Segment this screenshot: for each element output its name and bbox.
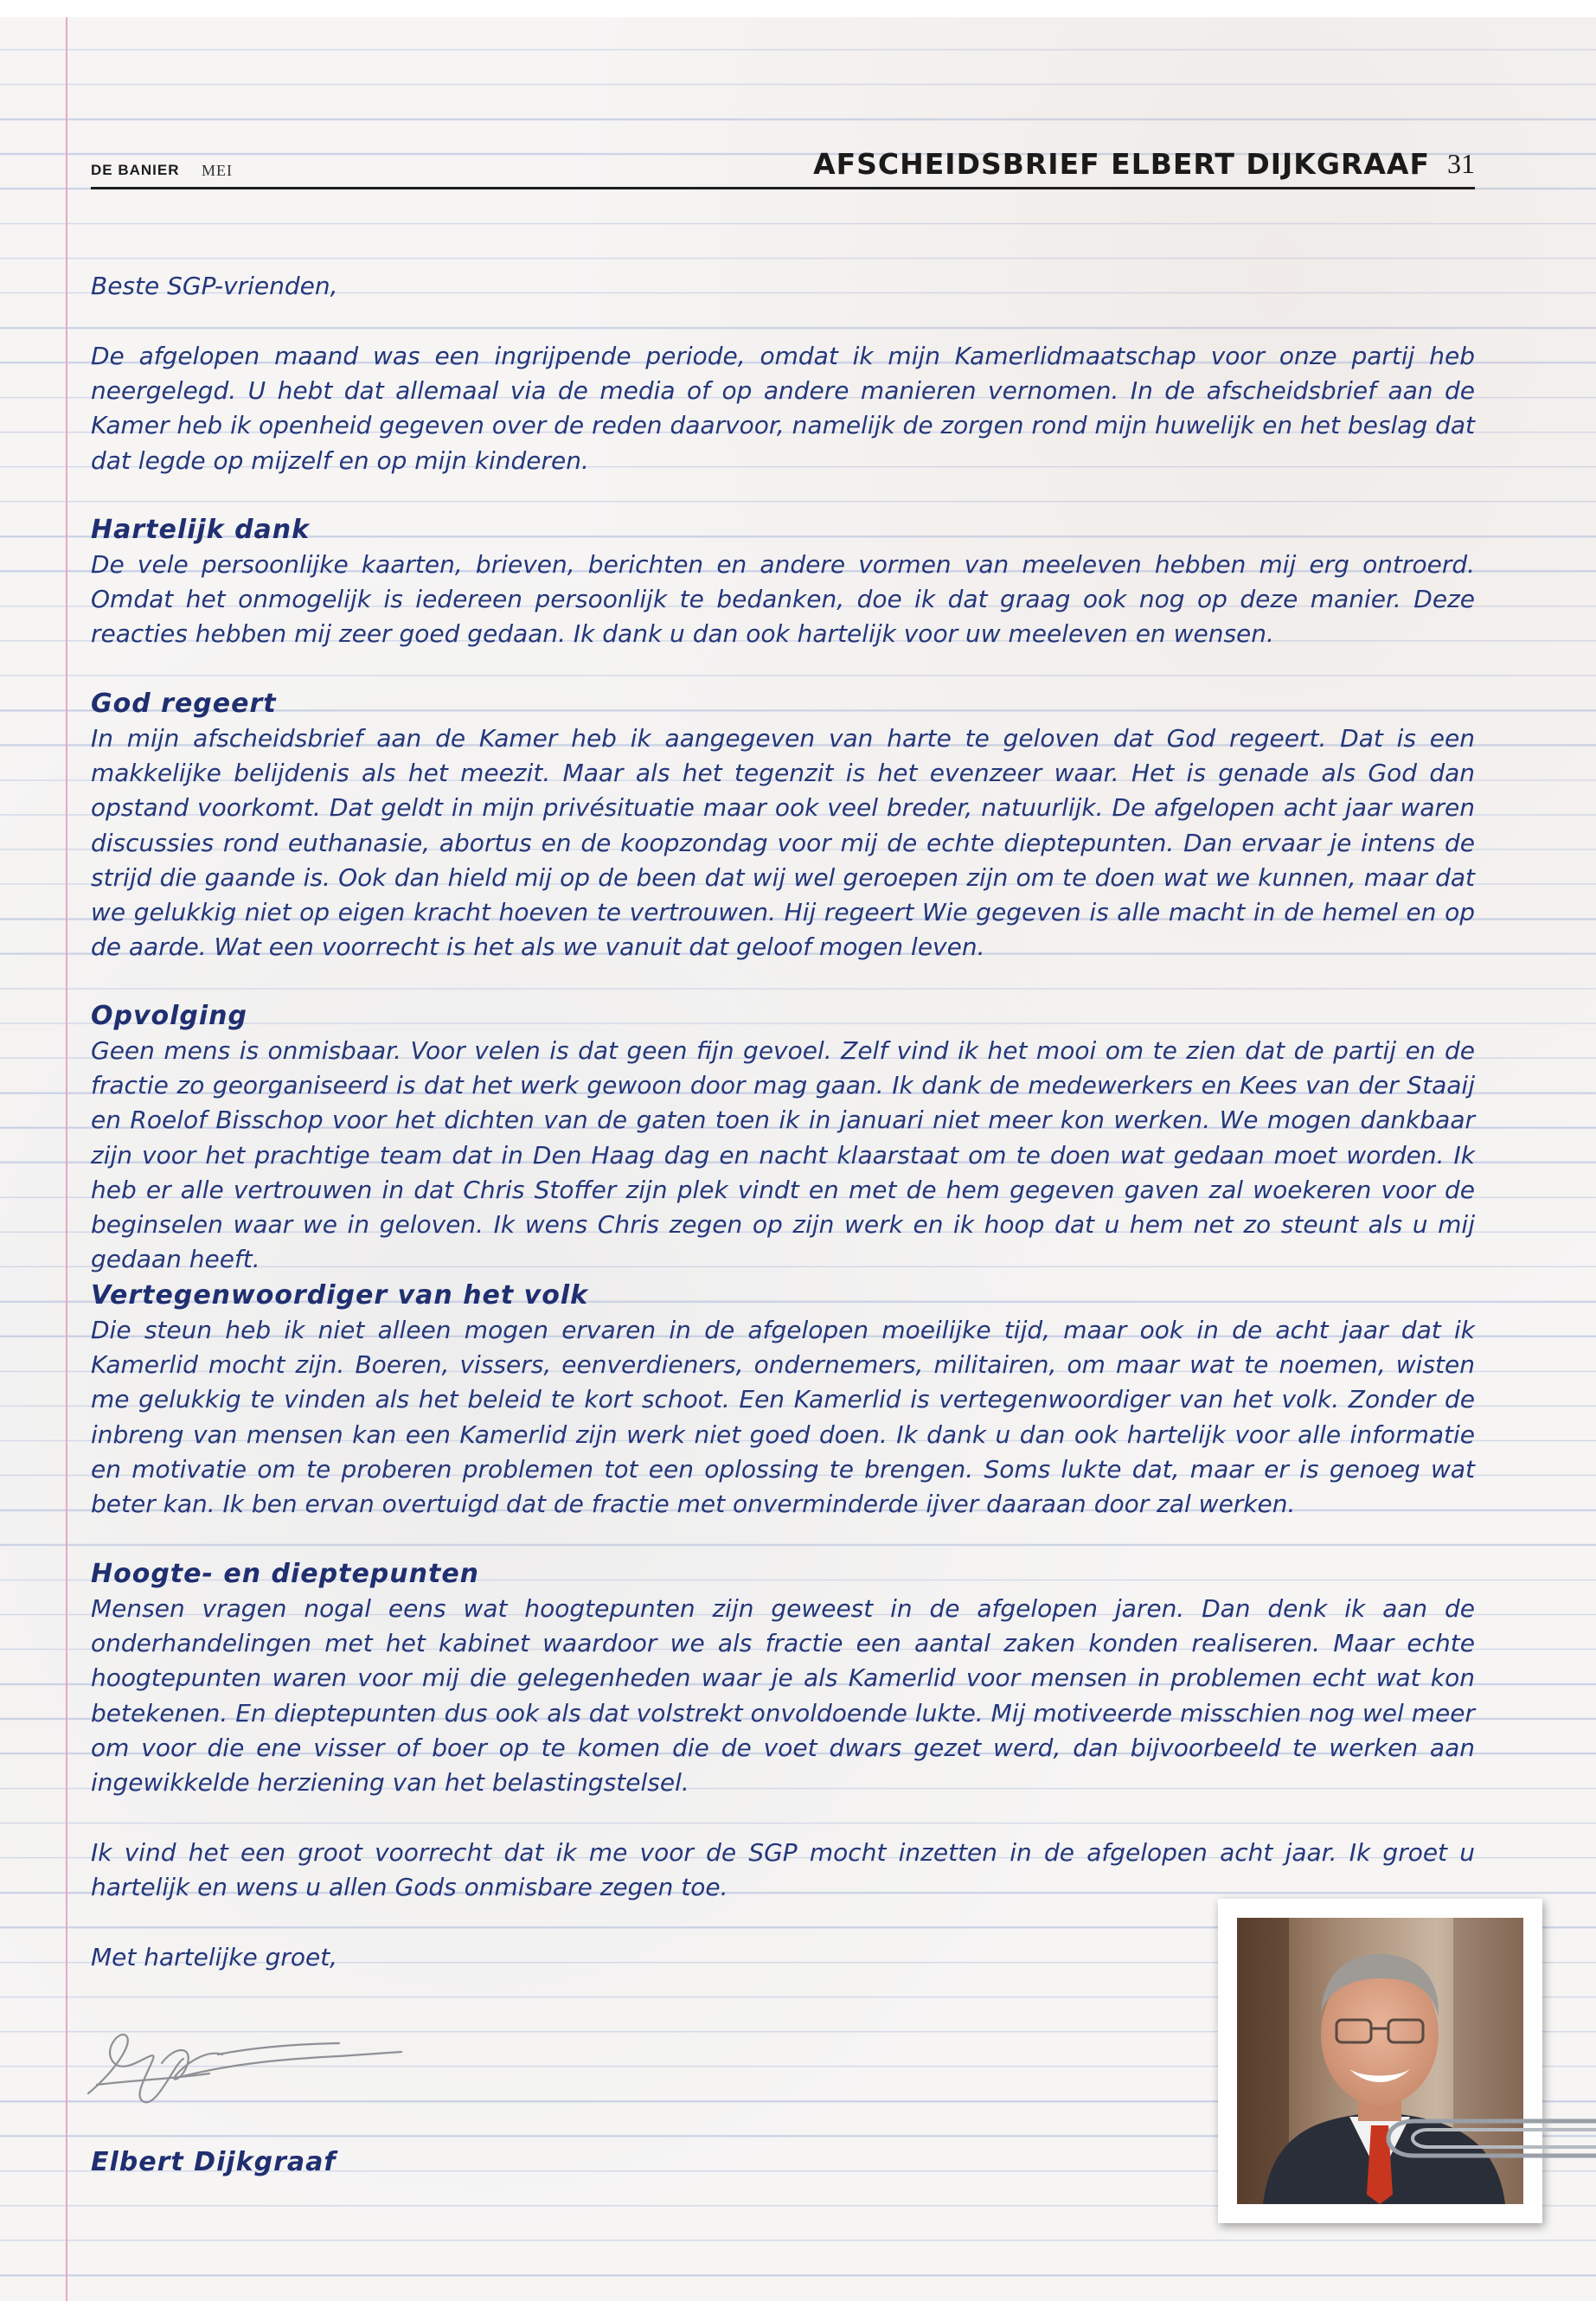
page-header [91,143,1475,190]
page-number: 31 [1447,148,1475,179]
portrait-photo-frame [1218,1899,1542,2223]
section-body-thanks: De vele persoonlijke kaarten, brieven, berichten en andere vormen van meeleven hebben mij erg ontroerd. Omdat het onmogelijk is iedereen persoonlijk te bedanken, doe ik dat graag ook nog op deze manier. Deze reacties hebben mij zeer goed gedaan. Ik dank u dan ook hartelijk voor uw meeleven en wensen. [91,550,1475,649]
section-body-hoogtepunten: Mensen vragen nogal eens wat hoogtepunten zijn geweest in de afgelopen jaren. Dan denk ik aan de onderhandelingen met het kabinet waardoor we als fractie een aantal zaken konden realiseren. Maar echte hoogtepunten waren voor mij die gelegenheden waar je als Kamerlid voor mensen in problemen echt wat kon betekenen. En dieptepunten dus ook als dat volstrekt onvoldoende lukte. Mij motiveerde misschien nog wel meer om voor die ene visser of boer op te komen die de voet dwars gezet werd, dan bijvoorbeeld te werken aan ingewikkelde herziening van het belastingstelsel. [91,1594,1475,1798]
section-heading-hoogtepunten: Hoogte- en dieptepunten [91,1559,480,1589]
author-name: Elbert Dijkgraaf [91,2147,337,2177]
section-heading-volk: Vertegenwoordiger van het volk [91,1280,589,1311]
issue-month: MEI [202,162,233,179]
section-body-god-regeert: In mijn afscheidsbrief aan de Kamer heb ik aangegeven van harte te geloven dat God regeert. Dat is een makkelijke belijdenis als het meezit. Maar als het tegenzit is het evenzeer waar. Het is genade als God dan opstand voorkomt. Dat geldt in mijn privésituatie maar ook veel breder, natuurlijk. De afgelopen acht jaar waren discussies rond euthanasie, abortus en de koopzondag voor mij de echte dieptepunten. Dan ervaar je intens de strijd die gaande is. Ook dan hield mij op de been dat wij wel geroepen zijn om te doen wat we kunnen, maar dat we gelukkig niet op eigen kracht hoeven te vertrouwen. Hij regeert Wie gegeven is alle macht in de hemel en op de aarde. Wat een voorrecht is het als we vanuit dat geloof mogen leven. [91,724,1475,962]
closing-paragraph: Ik vind het een groot voorrecht dat ik me voor de SGP mocht inzetten in de afgelopen acht jaar. Ik groet u hartelijk en wens u allen Gods onmisbare zegen toe. [91,1838,1475,1902]
section-heading-god-regeert: God regeert [91,689,277,719]
section-body-volk: Die steun heb ik niet alleen mogen ervaren in de afgelopen moeilijke tijd, maar ook in de acht jaar dat ik Kamerlid mocht zijn. Boeren, vissers, eenverdieners, ondernemers, militairen, om maar wat te noemen, wisten me gelukkig te vinden als het beleid te kort schoot. Een Kamerlid is vertegenwoordiger van het volk. Zonder de inbreng van mensen kan een Kamerlid zijn werk niet goed doen. Ik dank u dan ook hartelijk voor alle informatie en motivatie om te proberen problemen tot een oplossing te brengen. Soms lukte dat, maar er is genoeg wat beter kan. Ik ben ervan overtuigd dat de fractie met onverminderde ijver daaraan door zal werken. [91,1316,1475,1519]
article-title: AFSCHEIDSBRIEF ELBERT DIJKGRAAF [813,147,1430,181]
handwritten-signature [80,2011,408,2115]
section-heading-opvolging: Opvolging [91,1001,248,1031]
section-heading-thanks: Hartelijk dank [91,515,311,545]
page-top-edge [0,0,1596,17]
header-rule [91,187,1475,189]
letter-greeting: Beste SGP-vrienden, [91,272,338,300]
margin-line [66,17,67,2301]
sign-off: Met hartelijke groet, [91,1943,338,1971]
section-body-opvolging: Geen mens is onmisbaar. Voor velen is dat geen fijn gevoel. Zelf vind ik het mooi om te zien dat de partij en de fractie zo georganiseerd is dat het werk gewoon door mag gaan. Ik dank de medewerkers en Kees van der Staaij en Roelof Bisschop voor het dichten van de gaten toen ik in januari niet meer kon werken. We mogen dankbaar zijn voor het prachtige team dat in Den Haag dag en nacht klaarstaat om te doen wat gedaan moet worden. Ik heb er alle vertrouwen in dat Chris Stoffer zijn plek vindt en met de hem gegeven gaven zal woekeren voor de beginselen waar we in geloven. Ik wens Chris zegen op zijn werk en ik hoop dat u hem net zo steunt als u mij gedaan heeft. [91,1036,1475,1274]
publication-name: DE BANIER [91,162,180,178]
paper-clip-icon [1380,2111,1596,2163]
intro-paragraph: De afgelopen maand was een ingrijpende periode, omdat ik mijn Kamerlidmaatschap voor onze partij heb neergelegd. U hebt dat allemaal via de media of op andere manieren vernomen. In de afscheidsbrief aan de Kamer heb ik openheid gegeven over de reden daarvoor, namelijk de zorgen rond mijn huwelijk en het beslag dat dat legde op mijzelf en op mijn kinderen. [91,342,1475,475]
